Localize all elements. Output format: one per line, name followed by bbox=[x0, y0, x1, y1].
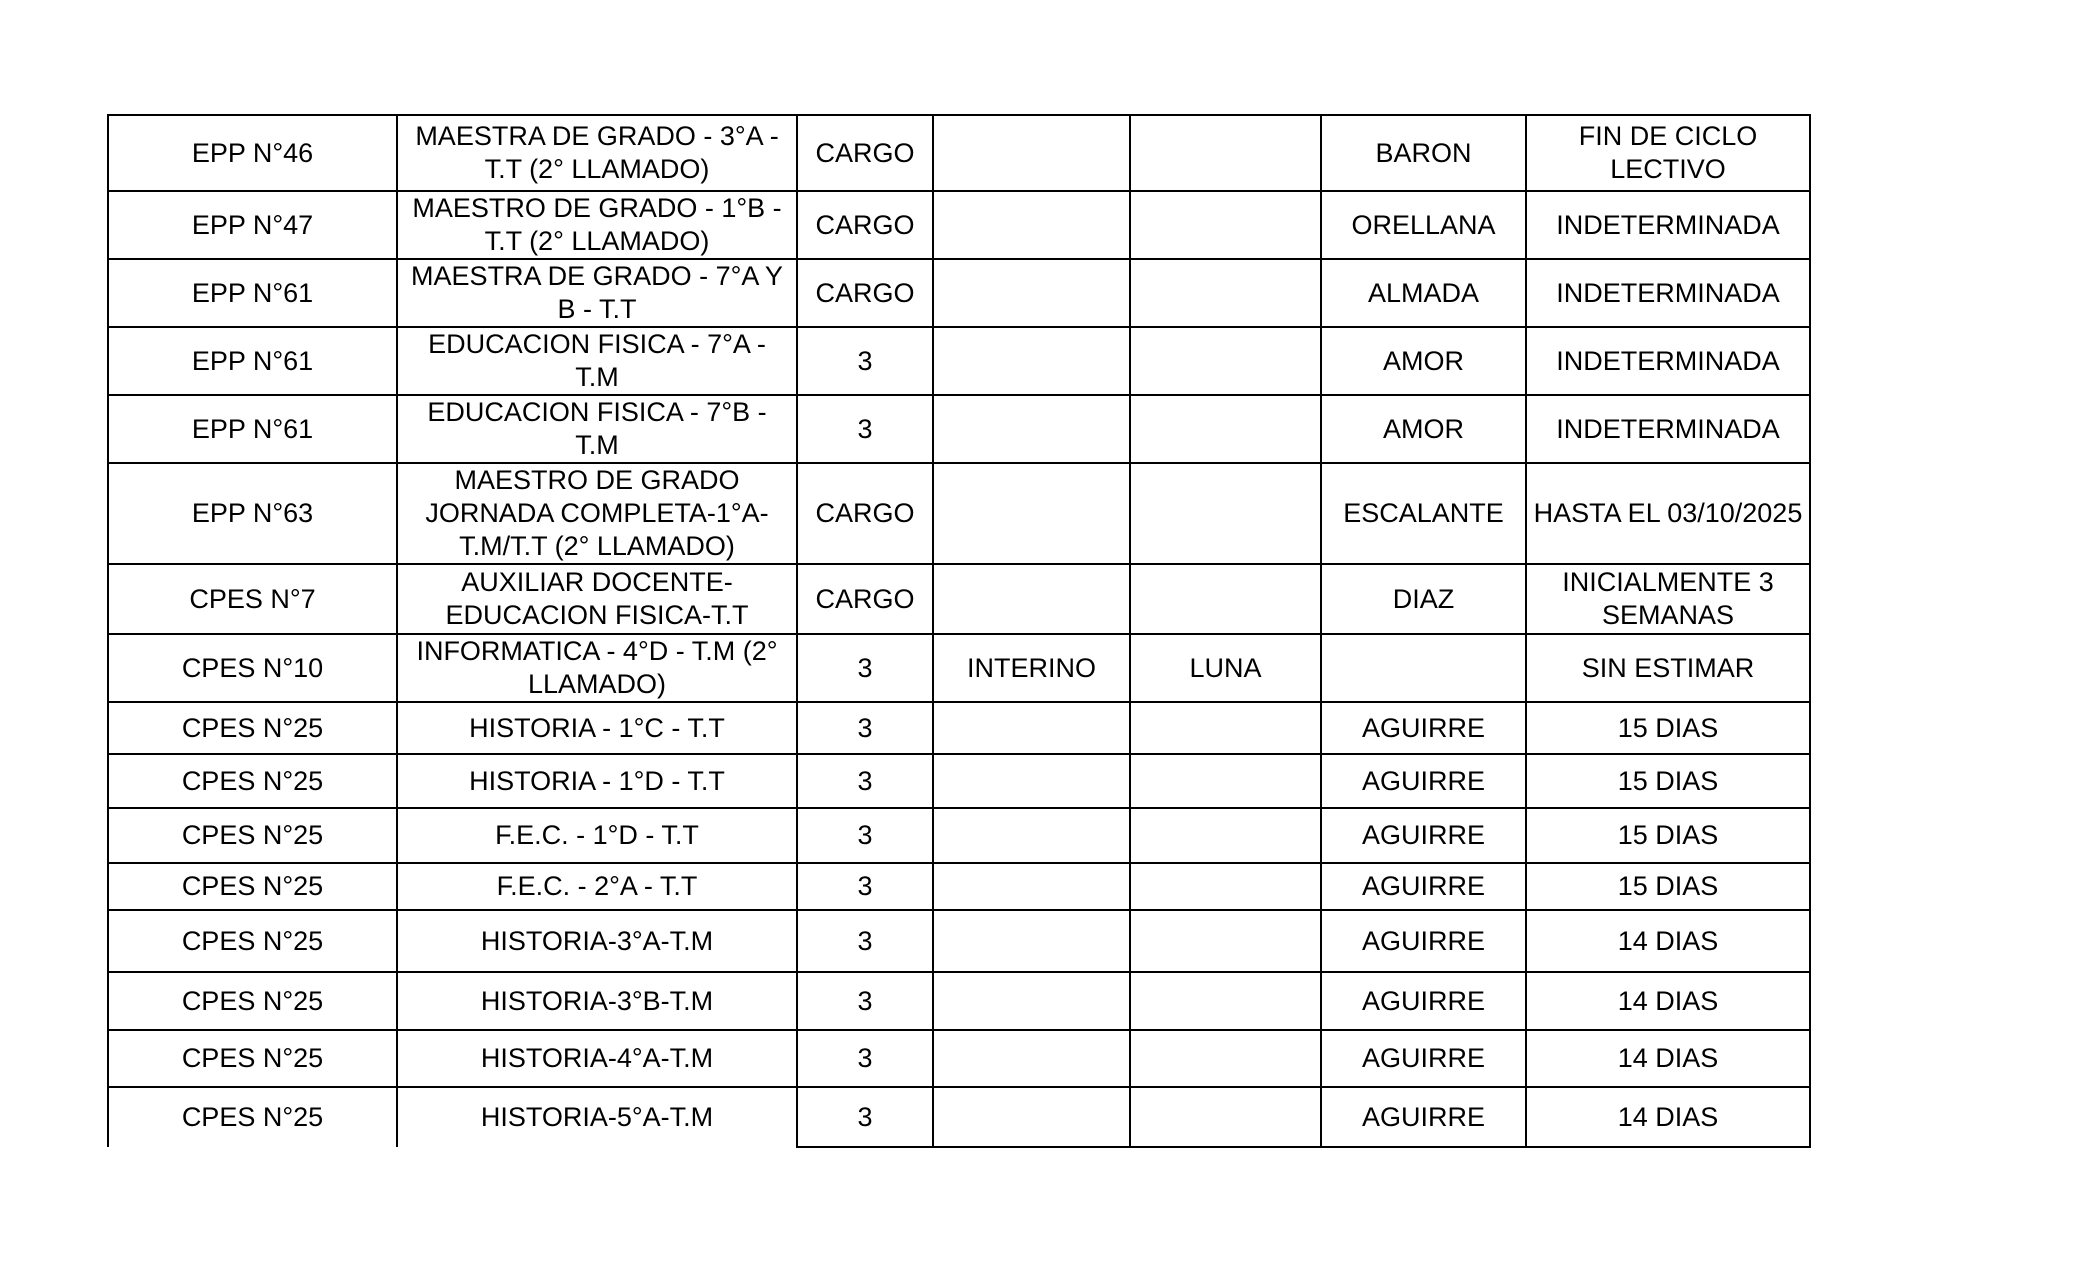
status-cell bbox=[933, 259, 1130, 327]
table-row bbox=[108, 863, 1810, 910]
status-cell bbox=[933, 863, 1130, 910]
subject-cell: HISTORIA-5°A-T.M bbox=[397, 1087, 797, 1147]
subject-cell: AUXILIAR DOCENTE- EDUCACION FISICA-T.T bbox=[397, 564, 797, 634]
school-cell: EPP N°61 bbox=[108, 327, 397, 395]
subject-cell: EDUCACION FISICA - 7°A - T.M bbox=[397, 327, 797, 395]
table-row bbox=[108, 259, 1810, 327]
name-cell bbox=[1130, 863, 1321, 910]
name-cell bbox=[1130, 910, 1321, 972]
school-cell: CPES N°25 bbox=[108, 863, 397, 910]
table-row bbox=[108, 327, 1810, 395]
status-cell bbox=[933, 1087, 1130, 1147]
school-cell: CPES N°25 bbox=[108, 1087, 397, 1147]
table-row bbox=[108, 564, 1810, 634]
replaces-cell: AGUIRRE bbox=[1321, 910, 1526, 972]
vacancy-table bbox=[107, 114, 1811, 1148]
school-cell: CPES N°25 bbox=[108, 1030, 397, 1087]
name-cell bbox=[1130, 808, 1321, 863]
replaces-cell: AGUIRRE bbox=[1321, 808, 1526, 863]
duration-cell: INDETERMINADA bbox=[1526, 327, 1810, 395]
subject-cell: HISTORIA-3°A-T.M bbox=[397, 910, 797, 972]
hours-cell: 3 bbox=[797, 754, 933, 808]
duration-cell: INICIALMENTE 3 SEMANAS bbox=[1526, 564, 1810, 634]
school-cell: CPES N°25 bbox=[108, 808, 397, 863]
table-row bbox=[108, 634, 1810, 702]
hours-cell: 3 bbox=[797, 395, 933, 463]
status-cell bbox=[933, 115, 1130, 191]
subject-cell: MAESTRA DE GRADO - 3°A - T.T (2° LLAMADO) bbox=[397, 115, 797, 191]
status-cell bbox=[933, 910, 1130, 972]
table-row bbox=[108, 191, 1810, 259]
name-cell: LUNA bbox=[1130, 634, 1321, 702]
replaces-cell: BARON bbox=[1321, 115, 1526, 191]
status-cell bbox=[933, 395, 1130, 463]
duration-cell: SIN ESTIMAR bbox=[1526, 634, 1810, 702]
subject-cell: HISTORIA - 1°C - T.T bbox=[397, 702, 797, 754]
name-cell bbox=[1130, 564, 1321, 634]
table-row bbox=[108, 910, 1810, 972]
duration-cell: INDETERMINADA bbox=[1526, 395, 1810, 463]
name-cell bbox=[1130, 191, 1321, 259]
school-cell: EPP N°46 bbox=[108, 115, 397, 191]
hours-cell: 3 bbox=[797, 972, 933, 1030]
status-cell bbox=[933, 972, 1130, 1030]
hours-cell: 3 bbox=[797, 634, 933, 702]
hours-cell: 3 bbox=[797, 702, 933, 754]
subject-cell: HISTORIA-4°A-T.M bbox=[397, 1030, 797, 1087]
hours-cell: 3 bbox=[797, 1087, 933, 1147]
school-cell: EPP N°47 bbox=[108, 191, 397, 259]
table-row bbox=[108, 1030, 1810, 1087]
status-cell bbox=[933, 463, 1130, 564]
replaces-cell: AGUIRRE bbox=[1321, 754, 1526, 808]
hours-cell: CARGO bbox=[797, 259, 933, 327]
school-cell: CPES N°25 bbox=[108, 754, 397, 808]
school-cell: EPP N°61 bbox=[108, 395, 397, 463]
status-cell bbox=[933, 327, 1130, 395]
status-cell bbox=[933, 702, 1130, 754]
name-cell bbox=[1130, 1030, 1321, 1087]
status-cell bbox=[933, 191, 1130, 259]
school-cell: CPES N°25 bbox=[108, 910, 397, 972]
replaces-cell: AGUIRRE bbox=[1321, 1087, 1526, 1147]
hours-cell: 3 bbox=[797, 863, 933, 910]
subject-cell: EDUCACION FISICA - 7°B - T.M bbox=[397, 395, 797, 463]
duration-cell: 14 DIAS bbox=[1526, 972, 1810, 1030]
school-cell: EPP N°63 bbox=[108, 463, 397, 564]
subject-cell: F.E.C. - 2°A - T.T bbox=[397, 863, 797, 910]
replaces-cell: ORELLANA bbox=[1321, 191, 1526, 259]
table-row bbox=[108, 463, 1810, 564]
duration-cell: 15 DIAS bbox=[1526, 754, 1810, 808]
duration-cell: 14 DIAS bbox=[1526, 1030, 1810, 1087]
vacancy-table-body bbox=[108, 115, 1810, 1147]
hours-cell: 3 bbox=[797, 1030, 933, 1087]
table-row bbox=[108, 395, 1810, 463]
table-row bbox=[108, 1087, 1810, 1147]
hours-cell: CARGO bbox=[797, 463, 933, 564]
hours-cell: 3 bbox=[797, 808, 933, 863]
name-cell bbox=[1130, 115, 1321, 191]
table-row bbox=[108, 115, 1810, 191]
status-cell bbox=[933, 754, 1130, 808]
replaces-cell bbox=[1321, 634, 1526, 702]
hours-cell: 3 bbox=[797, 327, 933, 395]
duration-cell: 14 DIAS bbox=[1526, 1087, 1810, 1147]
school-cell: CPES N°7 bbox=[108, 564, 397, 634]
name-cell bbox=[1130, 327, 1321, 395]
subject-cell: INFORMATICA - 4°D - T.M (2° LLAMADO) bbox=[397, 634, 797, 702]
duration-cell: 14 DIAS bbox=[1526, 910, 1810, 972]
replaces-cell: AMOR bbox=[1321, 327, 1526, 395]
replaces-cell: AMOR bbox=[1321, 395, 1526, 463]
hours-cell: 3 bbox=[797, 910, 933, 972]
subject-cell: MAESTRO DE GRADO - 1°B - T.T (2° LLAMADO) bbox=[397, 191, 797, 259]
replaces-cell: ALMADA bbox=[1321, 259, 1526, 327]
replaces-cell: AGUIRRE bbox=[1321, 702, 1526, 754]
replaces-cell: DIAZ bbox=[1321, 564, 1526, 634]
name-cell bbox=[1130, 395, 1321, 463]
table-row bbox=[108, 808, 1810, 863]
replaces-cell: AGUIRRE bbox=[1321, 972, 1526, 1030]
duration-cell: INDETERMINADA bbox=[1526, 191, 1810, 259]
status-cell bbox=[933, 1030, 1130, 1087]
subject-cell: MAESTRO DE GRADO JORNADA COMPLETA-1°A- T.M/T.T (2° LLAMADO) bbox=[397, 463, 797, 564]
name-cell bbox=[1130, 972, 1321, 1030]
table-row bbox=[108, 754, 1810, 808]
name-cell bbox=[1130, 702, 1321, 754]
replaces-cell: AGUIRRE bbox=[1321, 1030, 1526, 1087]
name-cell bbox=[1130, 259, 1321, 327]
status-cell bbox=[933, 808, 1130, 863]
hours-cell: CARGO bbox=[797, 191, 933, 259]
subject-cell: F.E.C. - 1°D - T.T bbox=[397, 808, 797, 863]
subject-cell: HISTORIA-3°B-T.M bbox=[397, 972, 797, 1030]
name-cell bbox=[1130, 754, 1321, 808]
subject-cell: HISTORIA - 1°D - T.T bbox=[397, 754, 797, 808]
duration-cell: INDETERMINADA bbox=[1526, 259, 1810, 327]
status-cell: INTERINO bbox=[933, 634, 1130, 702]
school-cell: CPES N°25 bbox=[108, 702, 397, 754]
hours-cell: CARGO bbox=[797, 115, 933, 191]
duration-cell: FIN DE CICLO LECTIVO bbox=[1526, 115, 1810, 191]
name-cell bbox=[1130, 1087, 1321, 1147]
school-cell: EPP N°61 bbox=[108, 259, 397, 327]
duration-cell: 15 DIAS bbox=[1526, 808, 1810, 863]
school-cell: CPES N°25 bbox=[108, 972, 397, 1030]
school-cell: CPES N°10 bbox=[108, 634, 397, 702]
replaces-cell: ESCALANTE bbox=[1321, 463, 1526, 564]
status-cell bbox=[933, 564, 1130, 634]
hours-cell: CARGO bbox=[797, 564, 933, 634]
name-cell bbox=[1130, 463, 1321, 564]
duration-cell: 15 DIAS bbox=[1526, 863, 1810, 910]
subject-cell: MAESTRA DE GRADO - 7°A Y B - T.T bbox=[397, 259, 797, 327]
table-row bbox=[108, 702, 1810, 754]
replaces-cell: AGUIRRE bbox=[1321, 863, 1526, 910]
duration-cell: 15 DIAS bbox=[1526, 702, 1810, 754]
table-row bbox=[108, 972, 1810, 1030]
duration-cell: HASTA EL 03/10/2025 bbox=[1526, 463, 1810, 564]
